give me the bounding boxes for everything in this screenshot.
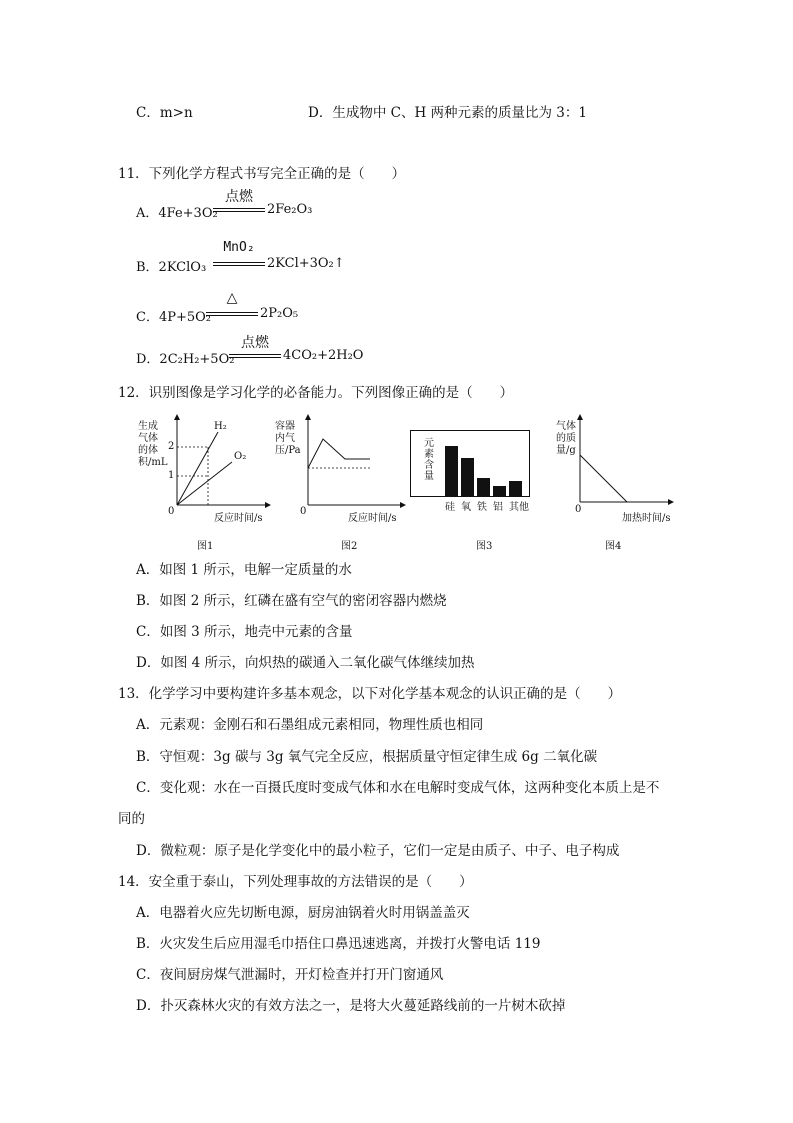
figure-3-plot xyxy=(410,430,535,500)
q10-option-d: D．生成物中 C、H 两种元素的质量比为 3：1 xyxy=(308,105,587,121)
figure-1-caption: 图1 xyxy=(197,541,214,552)
equation-left: B．2KClO₃ xyxy=(136,260,207,275)
q13-option-a: A．元素观：金刚石和石墨组成元素相同，物理性质也相同 xyxy=(136,717,484,733)
equation-right: 2KCl+3O₂↑ xyxy=(267,256,345,271)
bar-fe xyxy=(477,478,490,496)
q12-option-b: B．如图 2 所示，红磷在盛有空气的密闭容器内燃烧 xyxy=(136,593,447,609)
bar-al xyxy=(493,486,506,496)
q12-option-c: C．如图 3 所示，地壳中元素的含量 xyxy=(136,624,353,640)
mass-line xyxy=(580,455,627,502)
h2-line xyxy=(177,432,218,505)
figure-1-ylabel: 生成 气体 的体 积/mL xyxy=(138,421,168,468)
figure-3-ylabel: 元 素 含 量 xyxy=(424,438,434,482)
q12-stem: 12．识别图像是学习化学的必备能力。下列图像正确的是（ ） xyxy=(118,385,514,401)
equation-left: A．4Fe+3O₂ xyxy=(136,206,218,221)
figure-3-caption: 图3 xyxy=(476,541,493,552)
origin-label: 0 xyxy=(168,506,175,517)
equals-sign xyxy=(213,208,265,212)
tick-label-2: 2 xyxy=(168,441,175,452)
origin-label: 0 xyxy=(300,506,307,517)
q11-stem: 11．下列化学方程式书写完全正确的是（ ） xyxy=(118,166,406,182)
pressure-curve xyxy=(308,439,370,468)
figure-4-ylabel: 气体 的质 量/g xyxy=(556,421,576,456)
category-o: 氧 xyxy=(461,502,471,513)
q13-option-d: D．微粒观：原子是化学变化中的最小粒子，它们一定是由质子、中子、电子构成 xyxy=(136,843,620,859)
series-label-h2: H₂ xyxy=(214,421,227,432)
q14-option-b: B．火灾发生后应用湿毛巾捂住口鼻迅速逃离，并拨打火警电话 119 xyxy=(136,936,541,952)
equals-sign xyxy=(213,262,265,266)
bar-o xyxy=(461,458,474,496)
o2-line xyxy=(177,462,232,505)
bar-si xyxy=(445,446,458,496)
reaction-condition: 点燃 xyxy=(241,335,269,351)
q13-option-c-line2: 同的 xyxy=(118,811,145,827)
series-label-o2: O₂ xyxy=(234,451,247,462)
tick-label-1: 1 xyxy=(168,470,175,481)
equation-right: 4CO₂+2H₂O xyxy=(283,348,364,363)
q14-option-d: D．扑灭森林火灾的有效方法之一，是将大火蔓延路线前的一片树木砍掉 xyxy=(136,998,566,1014)
equals-sign xyxy=(229,354,281,358)
q14-stem: 14．安全重于泰山，下列处理事故的方法错误的是（ ） xyxy=(118,874,473,890)
category-other: 其他 xyxy=(509,502,529,513)
q13-option-b: B．守恒观：3g 碳与 3g 氧气完全反应，根据质量守恒定律生成 6g 二氧化碳 xyxy=(136,749,598,765)
reaction-condition: MnO₂ xyxy=(223,240,255,255)
equation-right: 2Fe₂O₃ xyxy=(267,202,313,217)
x-axis-label: 反应时间/s xyxy=(214,513,263,524)
x-axis-label: 反应时间/s xyxy=(348,513,397,524)
bar-other xyxy=(509,481,522,496)
equation-right: 2P₂O₅ xyxy=(260,306,299,321)
q10-option-c: C．m>n xyxy=(136,105,193,121)
figure-2-caption: 图2 xyxy=(341,541,358,552)
figure-2-plot xyxy=(295,410,410,520)
q14-option-c: C．夜间厨房煤气泄漏时，开灯检查并打开门窗通风 xyxy=(136,967,444,983)
figure-4-caption: 图4 xyxy=(605,541,622,552)
category-al: 铝 xyxy=(493,502,503,513)
q12-option-d: D．如图 4 所示，向炽热的碳通入二氧化碳气体继续加热 xyxy=(136,655,475,671)
q14-option-a: A．电器着火应先切断电源，厨房油锅着火时用锅盖盖灭 xyxy=(136,905,470,921)
origin-label: 0 xyxy=(575,504,582,515)
reaction-condition: △ xyxy=(226,290,238,306)
q13-stem: 13．化学学习中要构建许多基本观念，以下对化学基本观念的认识正确的是（ ） xyxy=(118,686,622,702)
figure-4-plot xyxy=(565,410,680,520)
category-si: 硅 xyxy=(445,502,455,513)
q13-option-c-line1: C．变化观：水在一百摄氏度时变成气体和水在电解时变成气体，这两种变化本质上是不 xyxy=(136,780,660,796)
q12-option-a: A．如图 1 所示，电解一定质量的水 xyxy=(136,562,352,578)
equals-sign xyxy=(206,312,258,316)
category-fe: 铁 xyxy=(477,502,487,513)
equation-left: D．2C₂H₂+5O₂ xyxy=(136,352,235,367)
figure-2-ylabel: 容器 内气 压/Pa xyxy=(275,421,301,456)
equation-left: C．4P+5O₂ xyxy=(136,310,211,325)
x-axis-label: 加热时间/s xyxy=(622,513,671,524)
reaction-condition: 点燃 xyxy=(225,189,253,205)
